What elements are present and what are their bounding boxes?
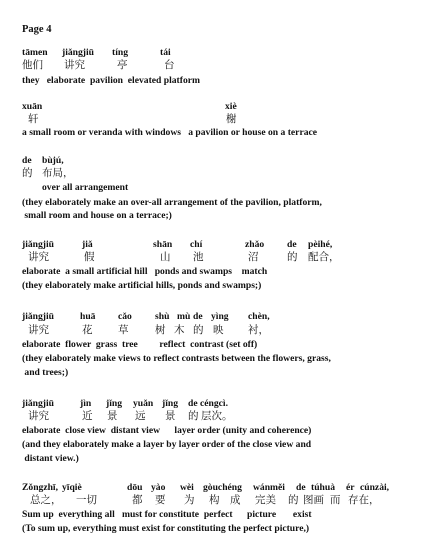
hanzi-word: 讲究 xyxy=(64,59,85,71)
pinyin-word: de xyxy=(188,398,198,409)
hanzi-word: 假 xyxy=(84,251,95,263)
pinyin-word: shān xyxy=(153,239,173,250)
hanzi-word: 池 xyxy=(193,251,204,263)
pinyin-word: de xyxy=(296,482,306,493)
translation-line: distant view.) xyxy=(22,453,79,464)
hanzi-word: 花 xyxy=(82,324,93,336)
hanzi-word: 近 xyxy=(82,410,93,422)
pinyin-word: chí xyxy=(190,239,203,250)
hanzi-word: 他们 xyxy=(22,59,43,71)
english-gloss: over all arrangement xyxy=(42,182,129,193)
hanzi-word: 一切 xyxy=(76,494,97,506)
pinyin-word: tāmen xyxy=(22,47,48,58)
pinyin-word: yuǎn xyxy=(133,398,154,409)
english-gloss: a small room or veranda with windows a pavilion or house on a terrace xyxy=(22,127,318,138)
pinyin-word: jiǎngjiū xyxy=(22,398,54,409)
translation-line: (and they elaborately make a layer by layer order of the close view and xyxy=(22,439,312,450)
hanzi-word: 的 xyxy=(288,494,299,506)
english-gloss: elaborate a small artificial hill ponds and swamps match xyxy=(22,266,268,277)
translation-line: small room and house on a terrace;) xyxy=(22,210,172,221)
hanzi-word: 远 xyxy=(135,410,146,422)
translation-line: (To sum up, everything must exist for constituting the perfect picture,) xyxy=(22,523,310,534)
hanzi-word: 讲究 xyxy=(28,324,49,336)
hanzi-word: 衬， xyxy=(248,324,269,336)
pinyin-word: wèi xyxy=(180,482,194,493)
pinyin-word: jiǎngjiū xyxy=(22,311,54,322)
hanzi-word: 层次。 xyxy=(201,410,233,422)
hanzi-word: 配合， xyxy=(308,251,340,263)
pinyin-word: jiǎ xyxy=(82,239,93,250)
translation-line: (they elaborately make views to reflect contrasts between the flowers, grass, xyxy=(22,353,331,364)
pinyin-word: yìng xyxy=(211,311,229,322)
pinyin-word: gòuchéng xyxy=(203,482,242,493)
hanzi-word: 亭 xyxy=(117,59,128,71)
english-gloss: they elaborate pavilion elevated platform xyxy=(22,75,200,86)
hanzi-word: 布局， xyxy=(42,167,74,179)
hanzi-word: 讲究 xyxy=(28,251,49,263)
hanzi-word: 台 xyxy=(164,59,175,71)
hanzi-word: 沼 xyxy=(248,251,259,263)
pinyin-word: wánměi xyxy=(253,482,285,493)
hanzi-word: 的 xyxy=(287,251,298,263)
pinyin-word: xuān xyxy=(22,101,43,112)
pinyin-word: chèn, xyxy=(248,311,270,322)
hanzi-word: 的 xyxy=(188,410,199,422)
pinyin-word: zhǎo xyxy=(245,239,265,250)
pinyin-word: tái xyxy=(160,47,171,58)
pinyin-word: jǐng xyxy=(106,398,122,409)
hanzi-word: 都 xyxy=(132,494,143,506)
hanzi-word: 榭 xyxy=(226,113,237,125)
hanzi-word: 映 xyxy=(213,324,224,336)
page-label: Page 4 xyxy=(22,24,52,35)
hanzi-word: 总之， xyxy=(30,494,62,506)
translation-line: (they elaborately make artificial hills, ponds and swamps;) xyxy=(22,280,262,291)
pinyin-word: mù xyxy=(177,311,191,322)
pinyin-word: bùjú, xyxy=(42,155,64,166)
pinyin-word: jiǎngjiū xyxy=(22,239,54,250)
english-gloss: elaborate close view distant view layer order (unity and coherence) xyxy=(22,425,312,436)
pinyin-word: shù xyxy=(155,311,170,322)
pinyin-word: cǎo xyxy=(118,311,132,322)
pinyin-word: de xyxy=(287,239,297,250)
pinyin-word: ér xyxy=(346,482,355,493)
pinyin-word: pèihé, xyxy=(308,239,333,250)
hanzi-word: 的 xyxy=(193,324,204,336)
pinyin-word: jiǎngjiū xyxy=(62,47,94,58)
pinyin-word: dōu xyxy=(127,482,143,493)
hanzi-word: 轩 xyxy=(28,113,39,125)
pinyin-word: yào xyxy=(151,482,166,493)
hanzi-word: 草 xyxy=(118,324,129,336)
hanzi-word: 而 xyxy=(330,494,341,506)
english-gloss: elaborate flower grass tree reflect contrast (set off) xyxy=(22,339,258,350)
pinyin-word: túhuà xyxy=(311,482,335,493)
pinyin-word: de xyxy=(22,155,32,166)
hanzi-word: 景 xyxy=(107,410,118,422)
hanzi-word: 构 xyxy=(209,494,220,506)
hanzi-word: 树 xyxy=(155,324,166,336)
pinyin-word: jǐng xyxy=(162,398,178,409)
pinyin-word: jìn xyxy=(80,398,92,409)
pinyin-word: de xyxy=(193,311,203,322)
pinyin-word: céngcì. xyxy=(200,398,228,409)
hanzi-word: 木 xyxy=(174,324,185,336)
pinyin-word: huā xyxy=(80,311,96,322)
hanzi-word: 存在， xyxy=(348,494,380,506)
english-gloss: Sum up everything all must for constitute perfect picture exist xyxy=(22,509,312,520)
pinyin-word: xiè xyxy=(225,101,237,112)
pinyin-word: cúnzài, xyxy=(360,482,390,493)
hanzi-word: 要 xyxy=(155,494,166,506)
hanzi-word: 图画 xyxy=(303,494,324,506)
hanzi-word: 景 xyxy=(165,410,176,422)
hanzi-word: 讲究 xyxy=(28,410,49,422)
hanzi-word: 成 xyxy=(230,494,241,506)
pinyin-word: tíng xyxy=(112,47,128,58)
hanzi-word: 的 xyxy=(22,167,33,179)
translation-line: and trees;) xyxy=(22,367,69,378)
hanzi-word: 山 xyxy=(160,251,171,263)
pinyin-word: Zǒngzhī, xyxy=(22,482,58,493)
translation-line: (they elaborately make an over-all arrangement of the pavilion, platform, xyxy=(22,197,322,208)
hanzi-word: 为 xyxy=(184,494,195,506)
pinyin-word: yīqiè xyxy=(62,482,82,493)
hanzi-word: 完美 xyxy=(255,494,276,506)
